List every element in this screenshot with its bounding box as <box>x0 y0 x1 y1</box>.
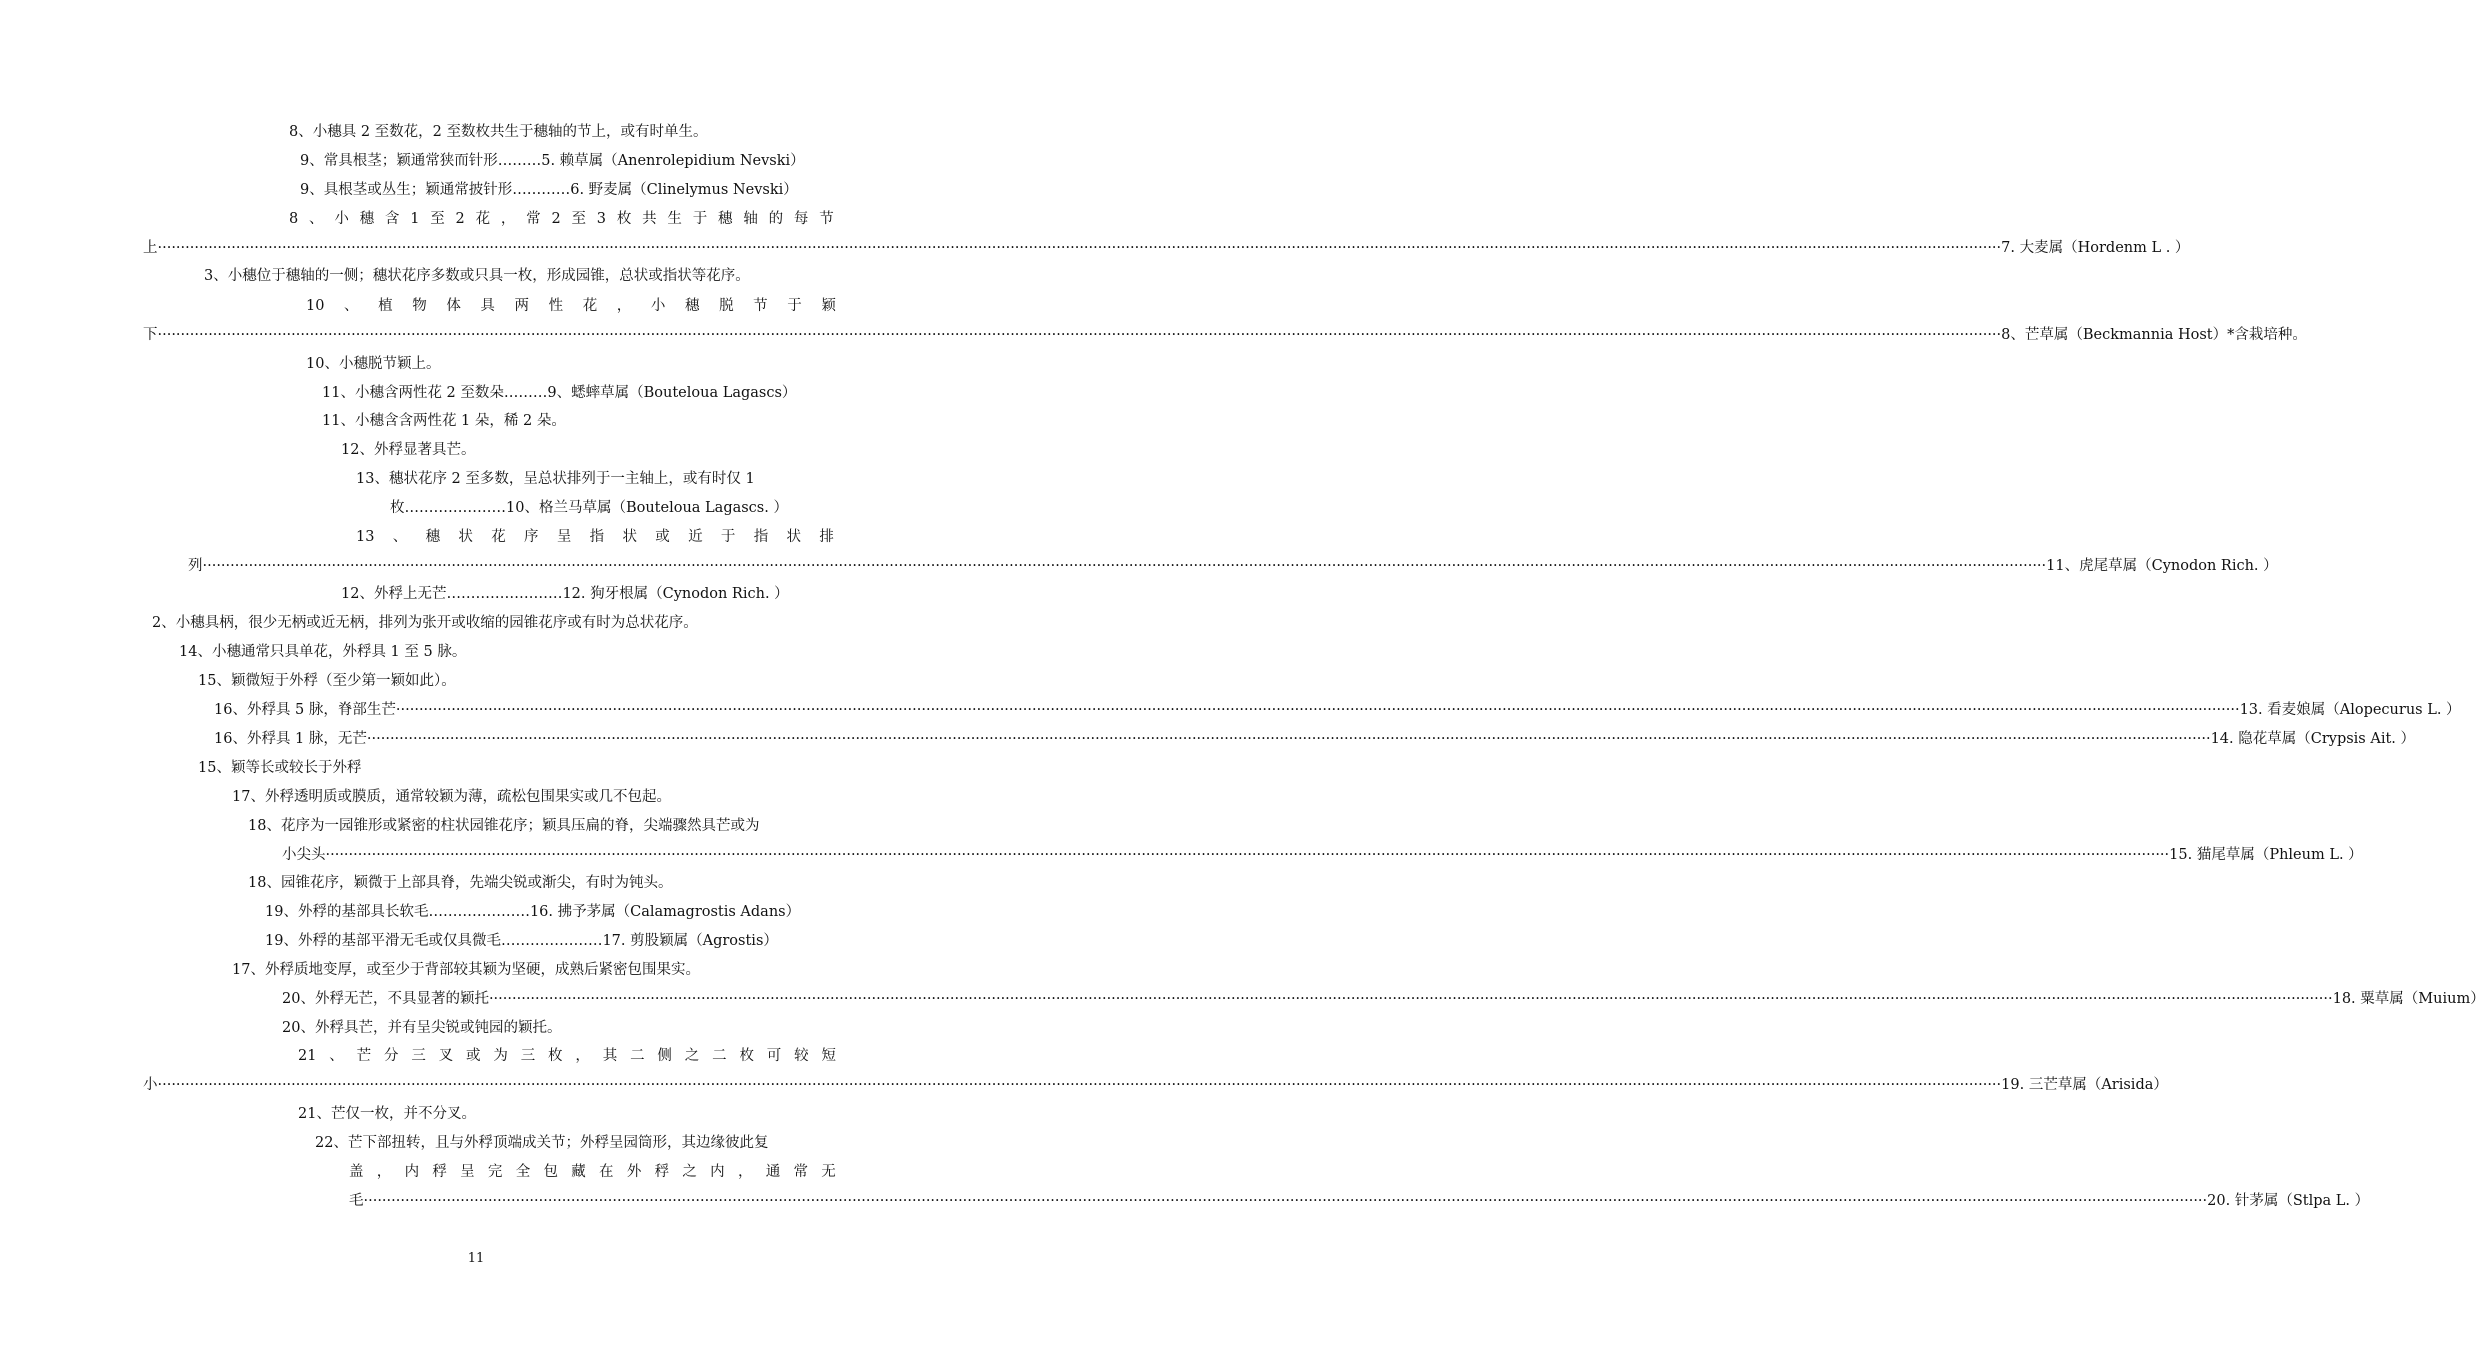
key-line-glyph: 二 <box>712 1048 727 1064</box>
key-line-glyph: 至 <box>430 211 445 227</box>
key-line-glyph: ， <box>500 211 516 227</box>
key-line-glyph: 的 <box>768 211 784 227</box>
key-line-glyph: 3 <box>596 211 607 227</box>
key-line-tail: 14. 隐花草属（Crypsis Ait. ） <box>2210 731 2416 747</box>
dot-leader: ················································································································································································································································································································································································································ <box>488 991 2333 1007</box>
key-line-glyph: 枚 <box>548 1048 563 1064</box>
key-line-head: 20、外稃无芒，不具显著的颖托 <box>282 991 489 1007</box>
key-line-head: 16、外稃具 5 脉，脊部生芒 <box>214 702 396 718</box>
key-line-glyph: 在 <box>599 1164 614 1180</box>
key-line-head: 小 <box>143 1077 158 1093</box>
key-line-leader <box>349 1191 2370 1211</box>
key-line-glyph: 无 <box>821 1164 836 1180</box>
key-line-glyph: 盖 <box>349 1164 364 1180</box>
key-line-glyph: 2 <box>455 211 465 227</box>
key-line: 11、小穗含两性花 2 至数朵………9、蟋蟀草属（Bouteloua Lagascs） <box>322 385 797 401</box>
key-line-head: 下 <box>143 327 158 343</box>
key-line-glyph: 可 <box>766 1048 782 1064</box>
key-line: 18、园锥花序，颖微于上部具脊，先端尖锐或渐尖，有时为钝头。 <box>248 875 673 891</box>
key-line: 2、小穗具柄，很少无柄或近无柄，排列为张开或收缩的园锥花序或有时为总状花序。 <box>152 615 698 631</box>
dot-leader: ················································································································································································································································································································································································································ <box>202 558 2047 574</box>
key-line-glyph: 、 <box>392 529 408 545</box>
key-line-glyph: 穗 <box>684 298 700 314</box>
key-line: 17、外稃质地变厚，或至少于背部较其颖为坚硬，成熟后紧密包围果实。 <box>232 962 700 978</box>
key-line-glyph: 至 <box>571 211 586 227</box>
key-line-glyph: 之 <box>682 1164 697 1180</box>
key-line-glyph: 通 <box>765 1164 781 1180</box>
key-line-head: 上 <box>143 240 158 256</box>
key-line: 17、外稃透明质或膜质，通常较颖为薄，疏松包围果实或几不包起。 <box>232 789 671 805</box>
key-line-glyph: 穗 <box>359 211 375 227</box>
key-line-glyph: 节 <box>819 211 834 227</box>
key-line-justified <box>298 1046 836 1066</box>
key-line-glyph: 外 <box>626 1164 642 1180</box>
key-line-glyph: 状 <box>622 529 637 545</box>
key-line-glyph: 颖 <box>821 298 836 314</box>
key-line-glyph: 完 <box>487 1164 503 1180</box>
key-line-glyph: 常 <box>526 211 541 227</box>
key-line-leader <box>214 729 2416 749</box>
key-line-glyph: 包 <box>543 1164 558 1180</box>
key-line-leader <box>143 325 2307 345</box>
dot-leader: ················································································································································································································································································································································································································ <box>157 1077 2002 1093</box>
key-line-leader <box>188 556 2278 576</box>
key-line: 12、外稃显著具芒。 <box>341 442 476 458</box>
key-line-tail: 18. 粟草属（Muium） <box>2332 991 2485 1007</box>
key-line-glyph: 排 <box>819 529 834 545</box>
key-line-leader <box>143 238 2190 258</box>
key-line: 15、颖等长或较长于外稃 <box>198 760 362 776</box>
key-line-glyph: 指 <box>589 529 605 545</box>
key-line: 19、外稃的基部具长软毛…………………16. 拂予茅属（Calamagrostis Adans） <box>265 904 801 920</box>
key-line-glyph: 之 <box>684 1048 700 1064</box>
key-line-glyph: 脱 <box>719 298 734 314</box>
key-line: 15、颖微短于外稃（至少第一颖如此）。 <box>198 673 456 689</box>
key-line: 19、外稃的基部平滑无毛或仅具微毛…………………17. 剪股颖属（Agrostis） <box>265 933 778 949</box>
key-line-head: 小尖头 <box>282 847 326 863</box>
dot-leader: ················································································································································································································································································································································································································ <box>366 731 2211 747</box>
key-line-glyph: 1 <box>410 211 420 227</box>
key-line-glyph: 其 <box>602 1048 618 1064</box>
key-line: 9、具根茎或丛生；颖通常披针形…………6. 野麦属（Clinelymus Nevski） <box>300 182 798 198</box>
key-line-glyph: 21 <box>298 1048 317 1064</box>
key-line-leader <box>282 989 2485 1009</box>
key-line-glyph: 生 <box>667 211 682 227</box>
dot-leader: ················································································································································································································································································································································································································ <box>157 327 2002 343</box>
key-line-justified <box>349 1162 836 1182</box>
key-line: 18、花序为一园锥形或紧密的柱状园锥花序；颖具压扁的脊，尖端骤然具芒或为 <box>248 818 760 834</box>
key-line-glyph: 枚 <box>739 1048 754 1064</box>
dot-leader: ················································································································································································································································································································································································································ <box>363 1193 2208 1209</box>
key-line: 11、小穗含含两性花 1 朵，稀 2 朵。 <box>322 413 566 429</box>
key-line-glyph: 呈 <box>556 529 572 545</box>
key-line-glyph: 短 <box>821 1048 836 1064</box>
key-line-tail: 19. 三芒草属（Arisida） <box>2001 1077 2168 1093</box>
key-line-glyph: ， <box>616 298 632 314</box>
key-line-glyph: 性 <box>548 298 564 314</box>
key-line: 12、外稃上无芒……………………12. 狗牙根属（Cynodon Rich. ） <box>341 586 789 602</box>
key-line-glyph: 指 <box>753 529 769 545</box>
key-line-glyph: 物 <box>412 298 427 314</box>
key-line-glyph: 藏 <box>571 1164 586 1180</box>
key-line-tail: 7. 大麦属（Hordenm L . ） <box>2001 240 2190 256</box>
key-line-leader <box>143 1075 2168 1095</box>
key-line: 13、穗状花序 2 至多数，呈总状排列于一主轴上，或有时仅 1 <box>356 471 755 487</box>
page-number: 11 <box>467 1251 485 1266</box>
key-line-glyph: 、 <box>344 298 359 314</box>
key-line: 8、小穗具 2 至数花，2 至数枚共生于穗轴的节上，或有时单生。 <box>289 124 708 140</box>
key-line-glyph: 、 <box>329 1048 344 1064</box>
key-line-glyph: 状 <box>786 529 802 545</box>
key-line-glyph: 较 <box>794 1048 809 1064</box>
key-line-glyph: 小 <box>650 298 666 314</box>
key-line-glyph: 全 <box>515 1164 531 1180</box>
key-line-glyph: 为 <box>493 1048 508 1064</box>
key-line-glyph: 常 <box>793 1164 808 1180</box>
key-line-glyph: ， <box>737 1164 753 1180</box>
key-line-glyph: 花 <box>491 529 506 545</box>
key-line-glyph: 13 <box>356 529 375 545</box>
dot-leader: ················································································································································································································································································································································································································ <box>395 702 2240 718</box>
key-line-glyph: 侧 <box>657 1048 672 1064</box>
key-line-glyph: 体 <box>446 298 461 314</box>
key-line-glyph: 于 <box>787 298 802 314</box>
key-line-glyph: 花 <box>475 211 491 227</box>
key-line-glyph: 芒 <box>356 1048 372 1064</box>
key-line-leader <box>214 700 2461 720</box>
key-line-glyph: 轴 <box>743 211 758 227</box>
key-line-glyph: 穗 <box>425 529 441 545</box>
key-line-glyph: 具 <box>480 298 495 314</box>
key-line-head: 列 <box>188 558 203 574</box>
key-line-head: 毛 <box>349 1193 364 1209</box>
key-line-glyph: 两 <box>514 298 530 314</box>
key-line-tail: 15. 猫尾草属（Phleum L. ） <box>2169 847 2363 863</box>
key-line-glyph: 10 <box>306 298 325 314</box>
key-line-glyph: 含 <box>384 211 400 227</box>
key-line-glyph: 植 <box>378 298 393 314</box>
key-line-glyph: 花 <box>582 298 598 314</box>
key-line-glyph: 三 <box>520 1048 536 1064</box>
key-line-glyph: 内 <box>404 1164 420 1180</box>
key-line-justified <box>306 296 836 316</box>
key-line-glyph: 或 <box>466 1048 481 1064</box>
key-line-glyph: 枚 <box>616 211 632 227</box>
key-line-tail: 20. 针茅属（Stlpa L. ） <box>2207 1193 2370 1209</box>
key-line-glyph: ， <box>376 1164 392 1180</box>
key-line-justified <box>356 527 834 547</box>
key-line: 22、芒下部扭转，且与外稃顶端成关节；外稃呈园筒形，其边缘彼此复 <box>315 1135 769 1151</box>
key-line-justified <box>289 209 834 229</box>
key-line-glyph: 每 <box>793 211 809 227</box>
key-line-glyph: 于 <box>720 529 736 545</box>
key-line-glyph: 分 <box>383 1048 399 1064</box>
key-line-glyph: 呈 <box>460 1164 475 1180</box>
key-line-glyph: 近 <box>688 529 703 545</box>
key-line-glyph: 、 <box>309 211 324 227</box>
key-line-tail: 8、芒草属（Beckmannia Host）*含栽培种。 <box>2001 327 2307 343</box>
key-line: 9、常具根茎；颖通常狭而针形………5. 赖草属（Anenrolepidium Nevski） <box>300 153 805 169</box>
key-line-glyph: 叉 <box>438 1048 454 1064</box>
key-line-glyph: 或 <box>655 529 670 545</box>
key-line-glyph: ， <box>575 1048 590 1064</box>
key-line-leader <box>282 845 2363 865</box>
key-line-glyph: 三 <box>411 1048 426 1064</box>
dot-leader: ················································································································································································································································································································································································································ <box>325 847 2170 863</box>
key-line: 枚…………………10、格兰马草属（Bouteloua Lagascs. ） <box>390 500 788 516</box>
key-line-glyph: 序 <box>524 529 539 545</box>
key-line-tail: 11、虎尾草属（Cynodon Rich. ） <box>2046 558 2278 574</box>
key-line-glyph: 共 <box>642 211 657 227</box>
key-line-glyph: 稃 <box>654 1164 670 1180</box>
key-line-glyph: 内 <box>710 1164 725 1180</box>
key-line-glyph: 8 <box>289 211 299 227</box>
key-line: 14、小穗通常只具单花，外稃具 1 至 5 脉。 <box>179 644 467 660</box>
key-line-glyph: 小 <box>334 211 349 227</box>
key-line-glyph: 穗 <box>718 211 733 227</box>
key-line-glyph: 2 <box>551 211 561 227</box>
key-line: 20、外稃具芒，并有呈尖锐或钝园的颖托。 <box>282 1020 562 1036</box>
key-line-glyph: 节 <box>753 298 768 314</box>
key-line: 3、小穗位于穗轴的一侧；穗状花序多数或只具一枚，形成园锥，总状或指状等花序。 <box>204 268 750 284</box>
key-line-tail: 13. 看麦娘属（Alopecurus L. ） <box>2239 702 2461 718</box>
key-line-glyph: 稃 <box>432 1164 447 1180</box>
key-line-glyph: 于 <box>692 211 708 227</box>
dot-leader: ················································································································································································································································································································································································································ <box>157 240 2002 256</box>
key-line-head: 16、外稃具 1 脉，无芒 <box>214 731 367 747</box>
key-line: 10、小穗脱节颖上。 <box>306 356 441 372</box>
key-line-glyph: 状 <box>458 529 473 545</box>
key-line-glyph: 二 <box>630 1048 645 1064</box>
key-line: 21、芒仅一枚，并不分叉。 <box>298 1106 476 1122</box>
